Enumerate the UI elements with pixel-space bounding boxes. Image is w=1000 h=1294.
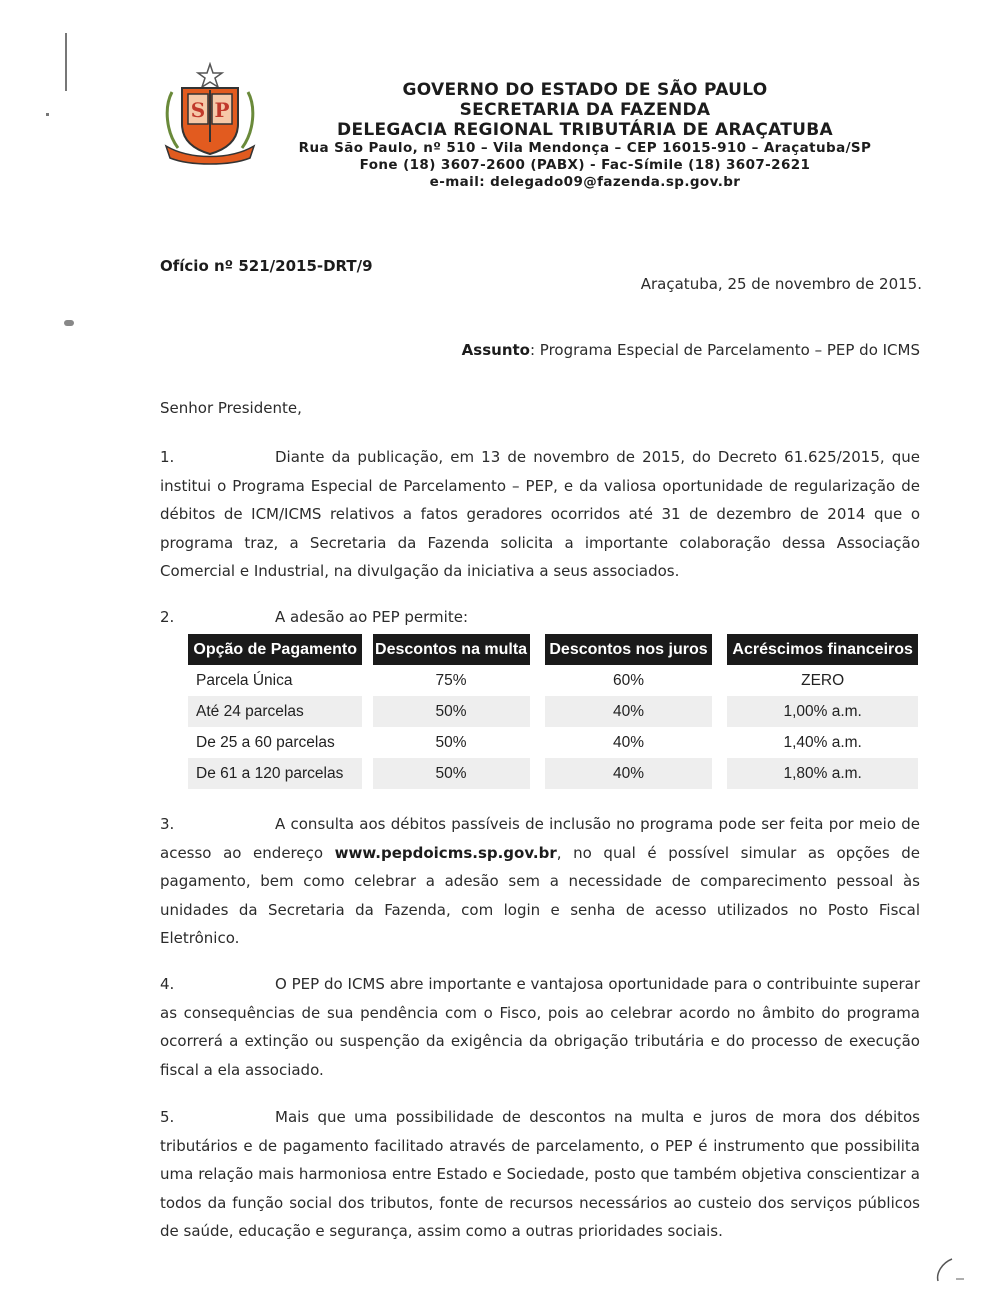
table-cell: 1,80% a.m. <box>727 758 918 789</box>
paragraph-text: O PEP do ICMS abre importante e vantajosa oportunidade para o contribuinte superar as consequências de sua pendência com o Fisco, pois ao celebrar acordo no âmbito do programa ocorrerá a extinção ou suspenção da exigência da obrigação tributária e do processo de execução fiscal a ela associado. <box>160 975 920 1079</box>
column-header: Opção de Pagamento <box>188 634 362 665</box>
table-cell: 50% <box>373 758 530 789</box>
table-cell: 75% <box>435 671 467 689</box>
paragraph-2 <box>160 603 920 632</box>
paragraph-text: Diante da publicação, em 13 de novembro de 2015, do Decreto 61.625/2015, que institui o Programa Especial de Parcelamento – PEP, e da valiosa oportunidade de regularização de débitos de ICM/ICMS relativos a fatos geradores ocorridos até 31 de dezembro de 2014 que o programa traz, a Secretaria da Fazenda solicita a importante colaboração dessa Associação Comercial e Industrial, na divulgação da iniciativa a seus associados. <box>160 448 920 580</box>
paragraph-number: 5. <box>160 1108 175 1126</box>
table-cell: 60% <box>612 671 644 689</box>
paragraph-number: 2. <box>160 608 175 626</box>
handwritten-mark-icon <box>932 1255 970 1285</box>
crest-letter-s: S <box>190 98 206 122</box>
pep-website-link[interactable]: www.pepdoicms.sp.gov.br <box>334 843 557 862</box>
paragraph-text: A adesão ao PEP permite: <box>275 608 468 626</box>
paragraph-3 <box>160 810 920 953</box>
email: e-mail: delegado09@fazenda.sp.gov.br <box>429 174 741 190</box>
table-cell: Até 24 parcelas <box>188 696 362 727</box>
phone: Fone (18) 3607-2600 (PABX) - Fac-Símile (18) 3607-2621 <box>359 157 811 173</box>
salutation: Senhor Presidente, <box>160 399 302 417</box>
scan-mark-dot <box>46 113 49 116</box>
scan-mark-line <box>65 33 67 91</box>
table-row <box>188 758 918 789</box>
secretariat-name: SECRETARIA DA FAZENDA <box>459 100 711 120</box>
table-cell: 40% <box>545 758 712 789</box>
paragraph-number: 4. <box>160 975 175 993</box>
table-row <box>188 727 918 758</box>
pep-options-table <box>188 634 918 789</box>
delegacia-name: DELEGACIA REGIONAL TRIBUTÁRIA DE ARAÇATUBA <box>337 120 833 140</box>
paragraph-1 <box>160 443 920 586</box>
column-header: Acréscimos financeiros <box>727 634 918 665</box>
table-cell: 40% <box>612 733 644 751</box>
oficio-number: Ofício nº 521/2015-DRT/9 <box>160 257 373 275</box>
paragraph-number: 3. <box>160 815 175 833</box>
table-header-row <box>188 634 918 665</box>
column-header: Descontos na multa <box>373 634 530 665</box>
table-row <box>188 696 918 727</box>
paragraph-text: , no qual é possível simular as opções de pagamento, bem como celebrar a adesão sem a necessidade de comparecimento pessoal às unidades da Secretaria da Fazenda, com login e senha de acesso utilizados no Posto Fiscal Eletrônico. <box>160 843 920 947</box>
paragraph-text: A consulta aos débitos passíveis de inclusão no programa pode ser feita por meio de acesso ao endereço <box>160 815 920 862</box>
column-header: Descontos nos juros <box>545 634 712 665</box>
table-cell: Parcela Única <box>196 671 293 689</box>
letter-date: Araçatuba, 25 de novembro de 2015. <box>640 275 922 293</box>
table-cell: 1,40% a.m. <box>783 733 862 751</box>
table-cell: ZERO <box>801 671 845 689</box>
table-cell: 50% <box>435 733 467 751</box>
paragraph-5 <box>160 1103 920 1246</box>
table-cell: De 25 a 60 parcelas <box>196 733 335 751</box>
government-name: GOVERNO DO ESTADO DE SÃO PAULO <box>402 80 768 100</box>
paragraph-number: 1. <box>160 448 175 466</box>
scan-mark-blot <box>64 320 74 326</box>
table-row <box>188 665 918 696</box>
address: Rua São Paulo, nº 510 – Vila Mendonça – CEP 16015-910 – Araçatuba/SP <box>298 140 872 156</box>
letterhead <box>240 80 930 191</box>
subject-text: : Programa Especial de Parcelamento – PEP do ICMS <box>529 341 920 359</box>
table-cell: 1,00% a.m. <box>727 696 918 727</box>
table-cell: 40% <box>545 696 712 727</box>
paragraph-text: Mais que uma possibilidade de descontos na multa e juros de mora dos débitos tributários e de pagamento facilitado através de parcelamento, o PEP é instrumento que possibilita uma relação mais harmoniosa entre Estado e Sociedade, posto que também objetiva conscientizar a todos da função social dos tributos, fonte de recursos necessários ao custeio dos serviços públicos de saúde, educação e segurança, assim como a outras prioridades sociais. <box>160 1108 920 1240</box>
subject-label: Assunto <box>461 341 530 359</box>
table-cell: De 61 a 120 parcelas <box>188 758 362 789</box>
table-cell: 50% <box>373 696 530 727</box>
crest-letter-p: P <box>214 98 230 122</box>
subject <box>462 341 920 359</box>
paragraph-4 <box>160 970 920 1084</box>
